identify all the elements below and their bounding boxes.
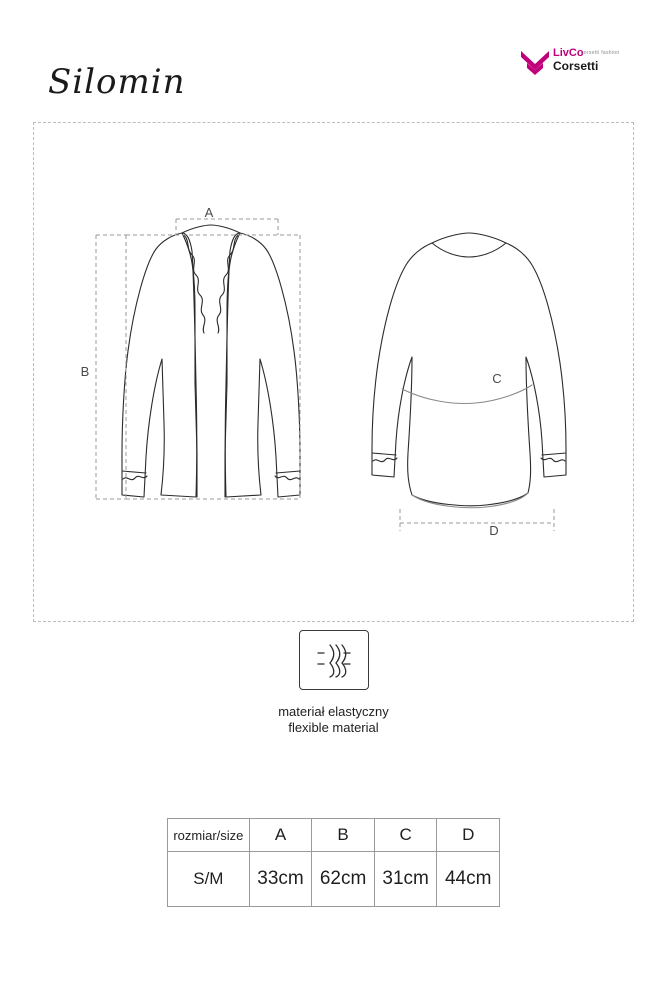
front-view-drawing	[122, 225, 300, 497]
cell-measure-c: 31cm	[374, 852, 437, 907]
measure-label-b: B	[80, 364, 90, 379]
page-header	[0, 0, 667, 118]
cell-measure-a: 33cm	[249, 852, 312, 907]
material-caption-en: flexible material	[288, 720, 379, 735]
table-header-d: D	[437, 819, 500, 852]
material-caption-pl: materiał elastyczny	[278, 704, 389, 719]
table-header-c: C	[374, 819, 437, 852]
measure-label-d: D	[489, 523, 499, 538]
size-table	[167, 818, 500, 907]
flexible-material-icon	[299, 630, 369, 690]
cell-measure-d: 44cm	[437, 852, 500, 907]
table-header-a: A	[249, 819, 312, 852]
measure-label-a: A	[204, 205, 214, 220]
table-header-size: rozmiar/size	[168, 819, 250, 852]
table-header-row	[168, 819, 500, 852]
page-title: Silomin	[48, 62, 186, 102]
brand-name-bottom: Corsetti	[553, 59, 599, 73]
table-header-b: B	[312, 819, 375, 852]
material-caption	[0, 704, 667, 736]
brand-name-top: LivCo	[553, 47, 584, 59]
brand-tagline: corsetti fashion	[581, 50, 620, 56]
cell-size-name: S/M	[168, 852, 250, 907]
cell-measure-b: 62cm	[312, 852, 375, 907]
brand-logo	[519, 46, 629, 86]
table-row	[168, 852, 500, 907]
material-note	[0, 630, 667, 736]
measure-label-c: C	[492, 371, 502, 386]
livco-wing-icon	[519, 48, 551, 83]
back-view-drawing	[372, 233, 566, 508]
technical-drawings-svg	[34, 123, 633, 621]
technical-drawing-panel	[33, 122, 634, 622]
